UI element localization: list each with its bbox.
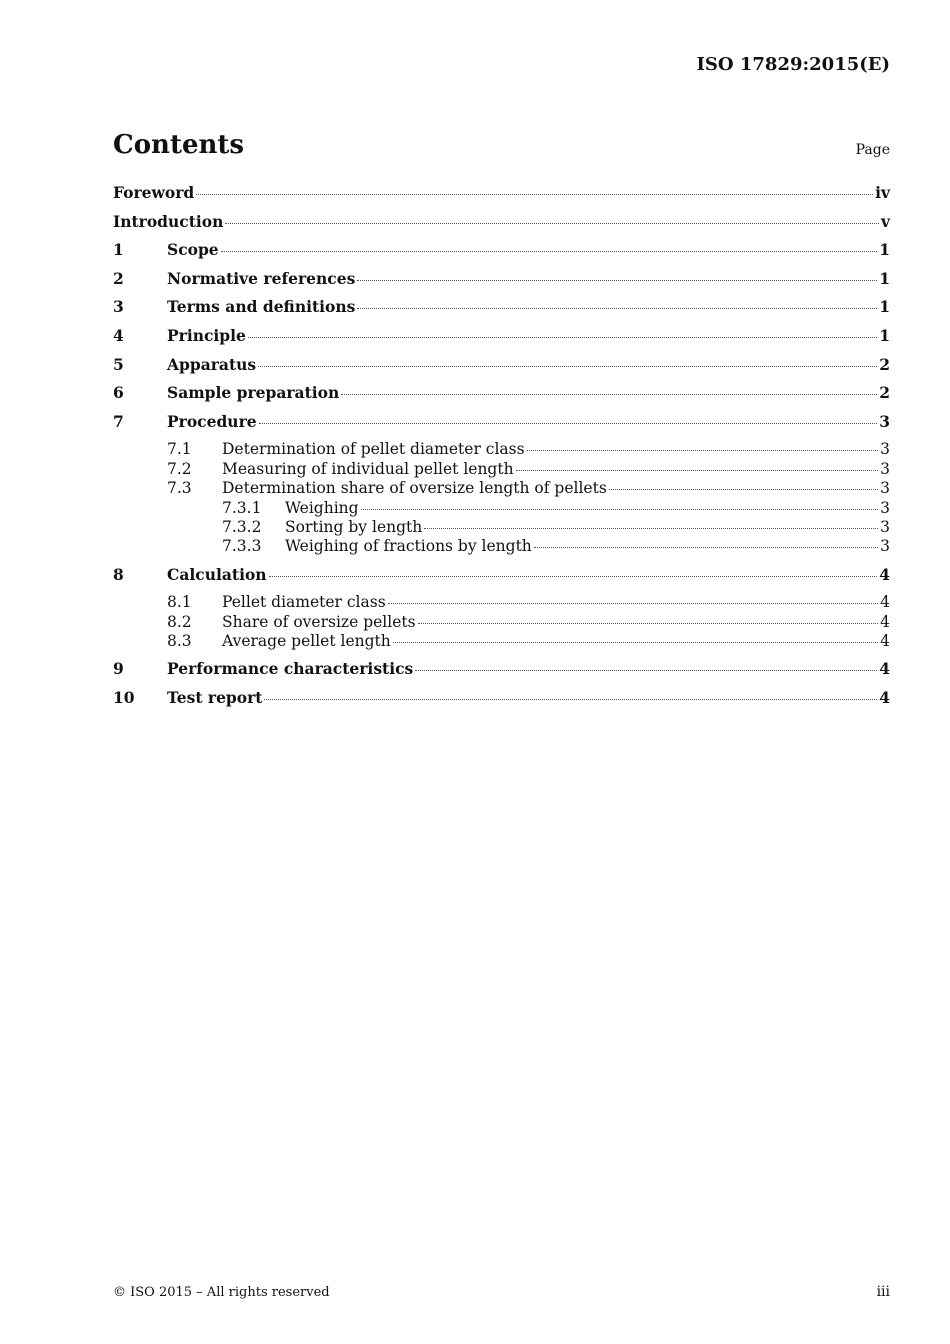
- toc-entry-title: Weighing of fractions by length: [285, 537, 532, 556]
- toc-entry-number: 7: [113, 411, 124, 431]
- dot-leader: [534, 547, 878, 548]
- toc-entry-title: Terms and definitions: [167, 297, 356, 317]
- toc-entry-title: Weighing: [285, 498, 359, 517]
- toc-entry-number: 5: [113, 354, 124, 374]
- dot-leader: [264, 699, 877, 700]
- dot-leader: [393, 642, 878, 643]
- toc-entry-number: 7.3.3: [222, 537, 262, 556]
- toc-entry-title: Test report: [167, 688, 263, 708]
- toc-entry-page: 3: [880, 517, 890, 536]
- toc-entry-number: 7.1: [167, 440, 192, 459]
- dot-leader: [258, 366, 877, 367]
- toc-entry-title: Normative references: [167, 268, 356, 288]
- toc-entry-number: 7.2: [167, 459, 192, 478]
- toc-entry-number: 6: [113, 383, 124, 403]
- toc-entry-title: Foreword: [113, 183, 195, 202]
- dot-leader: [221, 251, 878, 252]
- toc-entry[interactable]: [113, 326, 890, 355]
- toc-entry-number: 7.3: [167, 479, 192, 498]
- toc-entry-number: 7.3.2: [222, 517, 262, 536]
- dot-leader: [418, 623, 879, 624]
- toc-entry[interactable]: [113, 688, 890, 717]
- toc-entry[interactable]: [113, 537, 890, 556]
- dot-leader: [225, 223, 879, 224]
- toc-entry-title: Average pellet length: [222, 632, 391, 651]
- toc-entry[interactable]: [113, 499, 890, 518]
- toc-entry-number: 8.1: [167, 593, 192, 612]
- dot-leader: [609, 489, 878, 490]
- dot-leader: [248, 337, 877, 338]
- toc-entry-page: 4: [880, 612, 890, 631]
- toc-entry-page: 2: [879, 383, 890, 403]
- toc-entry[interactable]: [113, 518, 890, 537]
- toc-entry-page: 3: [879, 411, 890, 431]
- toc-entry-page: v: [880, 211, 890, 231]
- toc-entry-title: Performance characteristics: [167, 659, 414, 679]
- toc-entry[interactable]: [113, 412, 890, 441]
- toc-entry[interactable]: [113, 659, 890, 688]
- toc-entry-number: 7.3.1: [222, 498, 262, 517]
- toc-entry-title: Sorting by length: [285, 517, 423, 536]
- toc-entry-title: Sample preparation: [167, 383, 340, 403]
- toc-entry-number: 1: [113, 240, 124, 260]
- toc-entry[interactable]: [113, 383, 890, 412]
- toc-entry-page: 4: [879, 659, 890, 679]
- toc-entry[interactable]: [113, 460, 890, 479]
- toc-entry-number: 2: [113, 268, 124, 288]
- toc-entry-number: 9: [113, 659, 124, 679]
- toc-entry[interactable]: [113, 613, 890, 632]
- toc-entry-page: 3: [880, 537, 890, 556]
- toc-entry[interactable]: [113, 479, 890, 498]
- toc-entry-title: Procedure: [167, 411, 257, 431]
- toc-entry-page: 4: [880, 593, 890, 612]
- dot-leader: [357, 280, 877, 281]
- dot-leader: [415, 670, 877, 671]
- toc-entry-number: 8.2: [167, 612, 192, 631]
- toc-entry-page: 4: [879, 688, 890, 708]
- toc-entry-page: 4: [880, 632, 890, 651]
- toc-entry[interactable]: [113, 565, 890, 594]
- toc-entry-page: 1: [879, 325, 890, 345]
- toc-entry-title: Introduction: [113, 211, 224, 231]
- toc-entry-page: 3: [880, 459, 890, 478]
- toc-entry-page: 3: [880, 440, 890, 459]
- toc-entry[interactable]: [113, 183, 890, 212]
- toc-entry-page: 4: [879, 564, 890, 584]
- toc-entry-title: Principle: [167, 325, 246, 345]
- toc-entry-title: Measuring of individual pellet length: [222, 459, 514, 478]
- toc-entry-number: 3: [113, 297, 124, 317]
- dot-leader: [516, 470, 879, 471]
- footer-copyright: © ISO 2015 – All rights reserved: [113, 1285, 330, 1300]
- toc-entry-title: Scope: [167, 240, 219, 260]
- toc-entry-number: 10: [113, 688, 135, 708]
- toc-entry-title: Calculation: [167, 564, 267, 584]
- document-id: ISO 17829:2015(E): [696, 54, 890, 75]
- toc-entry-page: 2: [879, 354, 890, 374]
- toc-entry[interactable]: [113, 240, 890, 269]
- dot-leader: [424, 528, 878, 529]
- toc-entry[interactable]: [113, 593, 890, 612]
- toc-entry-page: 1: [879, 297, 890, 317]
- dot-leader: [388, 603, 878, 604]
- toc-entry-title: Apparatus: [167, 354, 257, 374]
- toc-entry[interactable]: [113, 297, 890, 326]
- toc-entry-number: 8.3: [167, 632, 192, 651]
- dot-leader: [527, 450, 879, 451]
- toc-entry-page: 1: [879, 268, 890, 288]
- dot-leader: [259, 423, 878, 424]
- toc-entry-page: 1: [879, 240, 890, 260]
- toc-entry-title: Determination share of oversize length of pellets: [222, 479, 607, 498]
- toc-entry-page: iv: [875, 183, 890, 202]
- toc-entry-page: 3: [880, 498, 890, 517]
- toc-entry-title: Share of oversize pellets: [222, 612, 416, 631]
- toc-entry-number: 8: [113, 564, 124, 584]
- toc-entry[interactable]: [113, 440, 890, 459]
- toc-entry[interactable]: [113, 632, 890, 651]
- table-of-contents: [113, 183, 890, 717]
- toc-entry-page: 3: [880, 479, 890, 498]
- dot-leader: [361, 509, 879, 510]
- dot-leader: [269, 576, 878, 577]
- toc-entry-title: Determination of pellet diameter class: [222, 440, 525, 459]
- footer-page-number: iii: [876, 1284, 890, 1300]
- contents-title: Contents: [113, 130, 245, 160]
- toc-entry[interactable]: [113, 212, 890, 241]
- toc-entry-number: 4: [113, 325, 124, 345]
- dot-leader: [196, 194, 873, 195]
- dot-leader: [341, 394, 877, 395]
- dot-leader: [357, 308, 877, 309]
- toc-entry-title: Pellet diameter class: [222, 593, 386, 612]
- page-column-label: Page: [855, 142, 890, 158]
- toc-entry[interactable]: [113, 269, 890, 298]
- toc-entry[interactable]: [113, 355, 890, 384]
